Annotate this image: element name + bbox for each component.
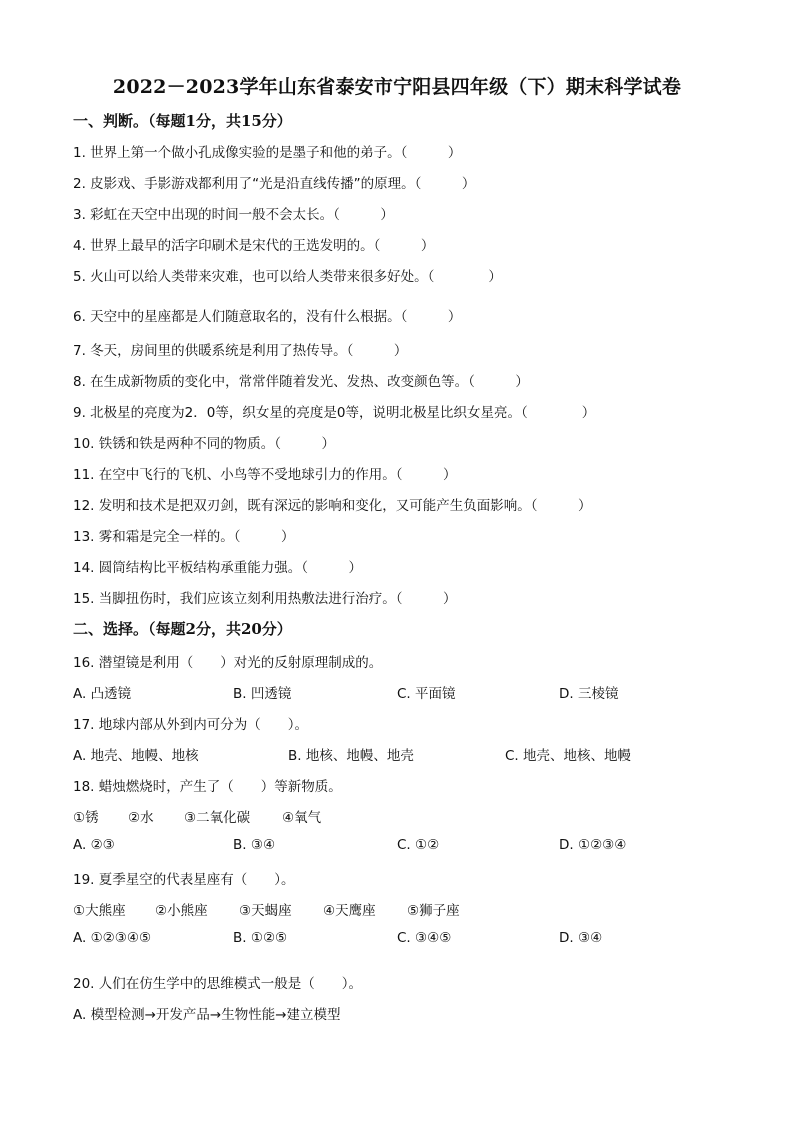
choice-item: ③二氧化碳 bbox=[184, 810, 251, 826]
choice-item: ①锈 bbox=[73, 810, 99, 826]
choice-item: ①大熊座 bbox=[73, 903, 126, 919]
judgement-item: 4. 世界上最早的活字印刷术是宋代的王选发明的。（ ） bbox=[73, 238, 435, 254]
option-a: A. ①②③④⑤ bbox=[73, 930, 152, 946]
judgement-item: 10. 铁锈和铁是两种不同的物质。（ ） bbox=[73, 436, 336, 452]
choice-item: ④氧气 bbox=[282, 810, 322, 826]
choice-item: ④天鹰座 bbox=[323, 903, 376, 919]
choice-item: ②水 bbox=[128, 810, 154, 826]
question-stem: 17. 地球内部从外到内可分为（ ）。 bbox=[73, 717, 309, 733]
option-c: C. 平面镜 bbox=[397, 686, 456, 702]
page-title: 2022－2023学年山东省泰安市宁阳县四年级（下）期末科学试卷 bbox=[112, 76, 682, 98]
choice-item: ③天蝎座 bbox=[239, 903, 292, 919]
option-b: B. 地核、地幔、地壳 bbox=[288, 748, 414, 764]
judgement-item: 11. 在空中飞行的飞机、小鸟等不受地球引力的作用。（ ） bbox=[73, 467, 457, 483]
option-a: A. 地壳、地幔、地核 bbox=[73, 748, 199, 764]
option-c: C. 地壳、地核、地幔 bbox=[505, 748, 632, 764]
section-choice-heading: 二、选择。（每题2分，共20分） bbox=[73, 620, 292, 638]
judgement-item: 13. 雾和霜是完全一样的。（ ） bbox=[73, 529, 295, 545]
question-stem: 16. 潜望镜是利用（ ）对光的反射原理制成的。 bbox=[73, 655, 383, 671]
question-stem: 18. 蜡烛燃烧时，产生了（ ）等新物质。 bbox=[73, 779, 342, 795]
question-stem: 20. 人们在仿生学中的思维模式一般是（ ）。 bbox=[73, 976, 363, 992]
judgement-item: 7. 冬天，房间里的供暖系统是利用了热传导。（ ） bbox=[73, 343, 408, 359]
section-judgement-heading: 一、判断。（每题1分，共15分） bbox=[73, 112, 292, 130]
judgement-item: 15. 当脚扭伤时，我们应该立刻利用热敷法进行治疗。（ ） bbox=[73, 591, 457, 607]
option-d: D. ③④ bbox=[559, 930, 603, 946]
judgement-item: 9. 北极星的亮度为2．0等，织女星的亮度是0等，说明北极星比织女星亮。（ ） bbox=[73, 405, 596, 421]
option-b: B. 凹透镜 bbox=[233, 686, 292, 702]
option-a: A. 模型检测→开发产品→生物性能→建立模型 bbox=[73, 1007, 341, 1023]
judgement-item: 12. 发明和技术是把双刃剑，既有深远的影响和变化，又可能产生负面影响。（ ） bbox=[73, 498, 592, 514]
choice-item: ②小熊座 bbox=[155, 903, 208, 919]
judgement-item: 1. 世界上第一个做小孔成像实验的是墨子和他的弟子。（ ） bbox=[73, 145, 462, 161]
choice-item: ⑤狮子座 bbox=[407, 903, 460, 919]
judgement-item: 8. 在生成新物质的变化中，常常伴随着发光、发热、改变颜色等。（ ） bbox=[73, 374, 529, 390]
option-a: A. ②③ bbox=[73, 837, 115, 853]
option-b: B. ①②⑤ bbox=[233, 930, 288, 946]
option-d: D. 三棱镜 bbox=[559, 686, 619, 702]
judgement-item: 6. 天空中的星座都是人们随意取名的，没有什么根据。（ ） bbox=[73, 309, 462, 325]
judgement-item: 14. 圆筒结构比平板结构承重能力强。（ ） bbox=[73, 560, 363, 576]
question-stem: 19. 夏季星空的代表星座有（ ）。 bbox=[73, 872, 295, 888]
option-a: A. 凸透镜 bbox=[73, 686, 132, 702]
judgement-item: 3. 彩虹在天空中出现的时间一般不会太长。（ ） bbox=[73, 207, 394, 223]
judgement-item: 5. 火山可以给人类带来灾难，也可以给人类带来很多好处。（ ） bbox=[73, 269, 502, 285]
judgement-item: 2. 皮影戏、手影游戏都利用了“光是沿直线传播”的原理。（ ） bbox=[73, 176, 476, 192]
option-c: C. ③④⑤ bbox=[397, 930, 452, 946]
option-b: B. ③④ bbox=[233, 837, 276, 853]
option-d: D. ①②③④ bbox=[559, 837, 627, 853]
option-c: C. ①② bbox=[397, 837, 440, 853]
